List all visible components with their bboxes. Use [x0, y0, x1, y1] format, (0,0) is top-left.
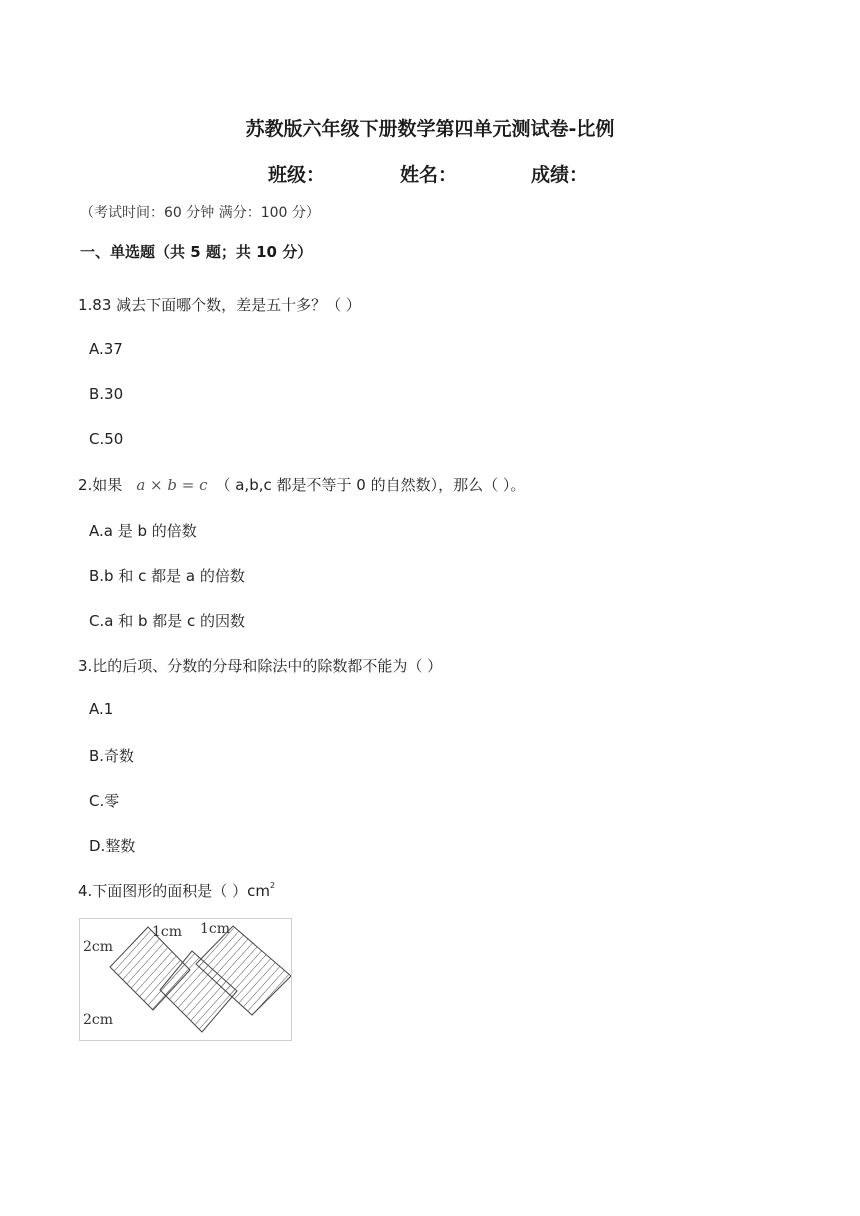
figure-label-top-right: 1cm	[200, 921, 231, 937]
question-2-option-c: C.a 和 b 都是 c 的因数	[89, 612, 246, 630]
question-1-option-a: A.37	[89, 340, 123, 358]
question-4-stem-sup: 2	[269, 881, 276, 890]
question-1-option-c: C.50	[89, 430, 124, 448]
question-4-figure	[79, 918, 292, 1041]
score-label: 成绩：	[531, 164, 589, 186]
question-2-stem-prefix: 2.如果	[78, 476, 123, 494]
figure-label-left-upper: 2cm	[83, 939, 114, 955]
page-title: 苏教版六年级下册数学第四单元测试卷-比例	[245, 118, 615, 140]
question-3-stem: 3.比的后项、分数的分母和除法中的除数都不能为（ ）	[78, 657, 443, 675]
section-heading: 一、单选题（共 5 题；共 10 分）	[80, 243, 313, 261]
question-4-stem	[78, 880, 275, 901]
question-3-option-c: C.零	[89, 792, 120, 810]
class-label: 班级：	[268, 164, 326, 186]
figure-label-top-left: 1cm	[152, 924, 183, 940]
exam-meta: （考试时间：60 分钟 满分：100 分）	[80, 205, 320, 221]
name-label: 姓名：	[400, 164, 458, 186]
question-2-formula: a × b = c	[136, 476, 208, 494]
question-2-stem	[78, 474, 525, 495]
question-1-stem: 1.83 减去下面哪个数，差是五十多？（ ）	[78, 296, 361, 314]
question-2-option-a: A.a 是 b 的倍数	[89, 522, 197, 540]
question-2-stem-suffix: （ a,b,c 都是不等于 0 的自然数），那么（ ）。	[215, 476, 526, 494]
question-3-option-d: D.整数	[89, 837, 136, 855]
question-3-option-b: B.奇数	[89, 747, 135, 765]
question-1-option-b: B.30	[89, 385, 124, 403]
question-3-option-a: A.1	[89, 700, 114, 718]
figure-label-left-lower: 2cm	[83, 1012, 114, 1028]
question-2-option-b: B.b 和 c 都是 a 的倍数	[89, 567, 245, 585]
parallelogram-figure	[80, 919, 292, 1041]
question-4-stem-text: 4.下面图形的面积是（ ）cm	[78, 882, 270, 900]
